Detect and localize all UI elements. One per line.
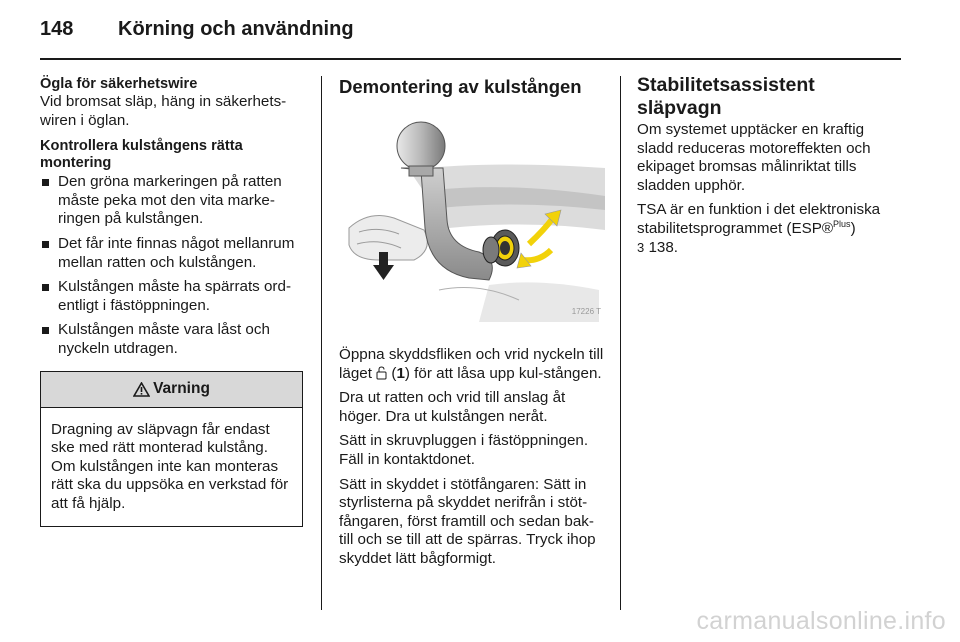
bullet-square-icon [42,241,49,248]
esp-plus-superscript: Plus [833,218,851,229]
bullet-square-icon [42,179,49,186]
list-item: Kulstången måste ha spärrats ord-entligt i fästöppningen. [40,278,304,315]
safety-wire-heading: Ögla för säkerhetswire [40,76,198,92]
page-number: 148 [40,18,74,40]
column-left [40,76,304,527]
column-right [637,76,901,263]
bullet-square-icon [42,284,49,291]
mounting-check-list [40,173,304,358]
removal-step-3: Sätt in skruvpluggen i fästöppningen. Fäll in kontaktdonet. [339,432,589,468]
column-middle [339,76,605,575]
watermark: carmanualsonline.info [696,607,946,635]
tow-bar-drawing [339,110,605,322]
safety-wire-text: Vid bromsat släp, häng in säkerhets-wiren i öglan. [40,93,287,129]
figure-code: 17226 T [571,307,601,317]
column-divider [321,76,322,610]
warning-triangle-icon [133,382,150,397]
list-item: Kulstången måste vara låst och nyckeln utdragen. [40,321,304,358]
list-item: Den gröna markeringen på ratten måste peka mot den vita marke-ringen på kulstången. [40,173,304,229]
bullet-square-icon [42,327,49,334]
trailer-stability-heading: Stabilitetsassistent släpvagn [637,74,815,119]
warning-header [41,372,302,408]
warning-text: Dragning av släpvagn får endast ske med rätt monterad kulstång. Om kulstången inte kan monteras rätt ska du uppsöka en verkstad för att få hjälp. [51,420,289,512]
removal-step-1: Öppna skyddsfliken och vrid nyckeln till läget (1) för att låsa upp kul-stången. [339,346,604,382]
header-rule [40,58,901,60]
removal-heading: Demontering av kulstången [339,76,582,97]
trailer-stability-text: Om systemet upptäcker en kraftig sladd reduceras motoreffekten och ekipaget bromsas målinriktat tills sladden upphör. [637,121,871,194]
page-header [40,18,900,58]
page-reference-link[interactable]: 138. [648,238,679,256]
removal-step-2: Dra ut ratten och vrid till anslag åt höger. Dra ut kulstången neråt. [339,389,566,425]
removal-step-4: Sätt in skyddet i stötfångaren: Sätt in styrlisterna på skyddet nerifrån i stöt-fångaren, först framtill och sedan bak-till och se till att de spärras. Tryck ihop skyddet lätt bågformigt. [339,475,596,567]
tsa-esp-text: TSA är en funktion i det elektroniska stabilitetsprogrammet (ESP®$^{Plus}$) 3 138. [637,201,881,256]
unlock-icon [376,366,387,380]
tow-bar-removal-illustration [339,110,605,322]
list-item: Det får inte finnas något mellanrum mellan ratten och kulstången. [40,235,304,272]
column-divider [620,76,621,610]
warning-title: Varning [153,379,210,397]
warning-box [40,371,303,527]
page-reference-arrow-icon: 3 [637,239,645,255]
mounting-check-heading: Kontrollera kulstångens rätta montering [40,138,243,172]
chapter-title: Körning och användning [118,18,354,40]
